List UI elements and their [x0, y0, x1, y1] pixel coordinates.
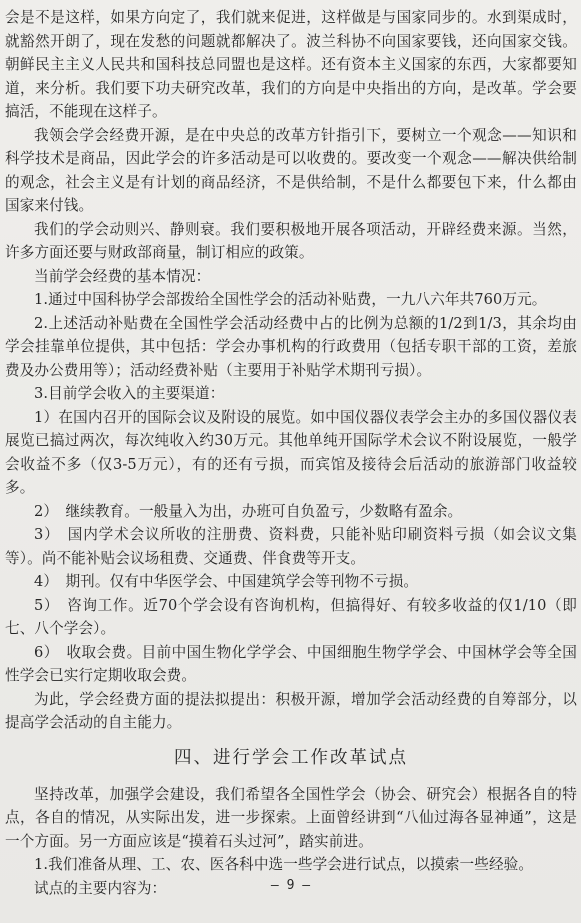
paragraph: 2） 继续教育。一般量入为出，办班可自负盈亏，少数略有盈余。 [34, 502, 463, 520]
paragraph: 1.我们准备从理、工、农、医各科中选一些学会进行试点，以摸索一些经验。 [34, 856, 534, 873]
paragraph: 为此，学会经费方面的提法拟提出：积极开源，增加学会活动经费的自筹部分，以提高学会活动的自主能力。 [5, 690, 577, 731]
paragraph: 会是不是这样，如果方向定了，我们就来促进，这样做是与国家同步的。水到渠成时，就豁然开朗了，现在发愁的问题就都解决了。波兰科协不向国家要钱，还向国家交钱。朝鲜民主主义人民共和国科技总同盟也是这样。还有资本主义国家的东西，大家都要知道，来分析。我们要下功夫研究改革，我们的方向是中央指出的方向，是改革。学会要搞活，不能现在这样子。 [5, 9, 577, 120]
paragraph: 6） 收取会费。目前中国生物化学学会、中国细胞生物学学会、中国林学会等全国性学会已实行定期收取会费。 [5, 643, 577, 684]
paragraph: 5） 咨询工作。近70个学会设有咨询机构，但搞得好、有较多收益的仅1/10（即七、八个学会）。 [5, 596, 577, 637]
paragraph: 3） 国内学术会议所收的注册费、资料费，只能补贴印刷资料亏损（如会议文集等）。尚不能补贴会议场租费、交通费、伴食费等开支。 [5, 526, 577, 567]
page-number: — 9 — [270, 878, 311, 893]
paragraph: 我们的学会动则兴、静则衰。我们要积极地开展各项活动，开辟经费来源。当然，许多方面还要与财政部商量，制订相应的政策。 [5, 220, 577, 261]
paragraph: 3.目前学会收入的主要渠道： [34, 385, 225, 402]
paragraph: 1.通过中国科协学会部拨给全国性学会的活动补贴费，一九八六年共760万元。 [34, 291, 547, 308]
paragraph: 坚持改革，加强学会建设，我们希望各全国性学会（协会、研究会）根据各自的特点，各自的情况，从实际出发，进一步探索。上面曾经讲到“八仙过海各显神通”，这是一个方面。另一方面应该是“摸着石头过河”，踏实前进。 [5, 785, 577, 850]
paragraph: 1）在国内召开的国际会议及附设的展览。如中国仪器仪表学会主办的多国仪器仪表展览已搞过两次，每次纯收入约30万元。其他单纯开国际学术会议不附设展览，一般学会收益不多（仅3-5万元），有的还有亏损，而宾馆及接待会后活动的旅游部门收益较多。 [5, 408, 577, 496]
paragraph: 我领会学会经费开源，是在中央总的改革方针指引下，要树立一个观念——知识和科学技术是商品，因此学会的许多活动是可以收费的。要改变一个观念——解决供给制的观念，社会主义是有计划的商品经济，不是供给制，不是什么都要包下来，什么都由国家来付钱。 [5, 126, 577, 214]
paragraph: 当前学会经费的基本情况： [34, 267, 211, 285]
paragraphs-top [5, 6, 577, 735]
section-heading: 四、进行学会工作改革试点 [174, 747, 408, 768]
paragraph: 2.上述活动补贴费在全国性学会活动经费中占的比例为总额的1/2到1/3，其余均由学会挂靠单位提供，其中包括：学会办事机构的行政费用（包括专职干部的工资，差旅费及办公费用等）；活动经费补贴（主要用于补贴学术期刊亏损）。 [5, 314, 577, 379]
paragraph: 试点的主要内容为： [34, 879, 167, 897]
paragraph: 4） 期刊。仅有中华医学会、中国建筑学会等刊物不亏损。 [34, 573, 419, 590]
body-text [5, 6, 577, 900]
